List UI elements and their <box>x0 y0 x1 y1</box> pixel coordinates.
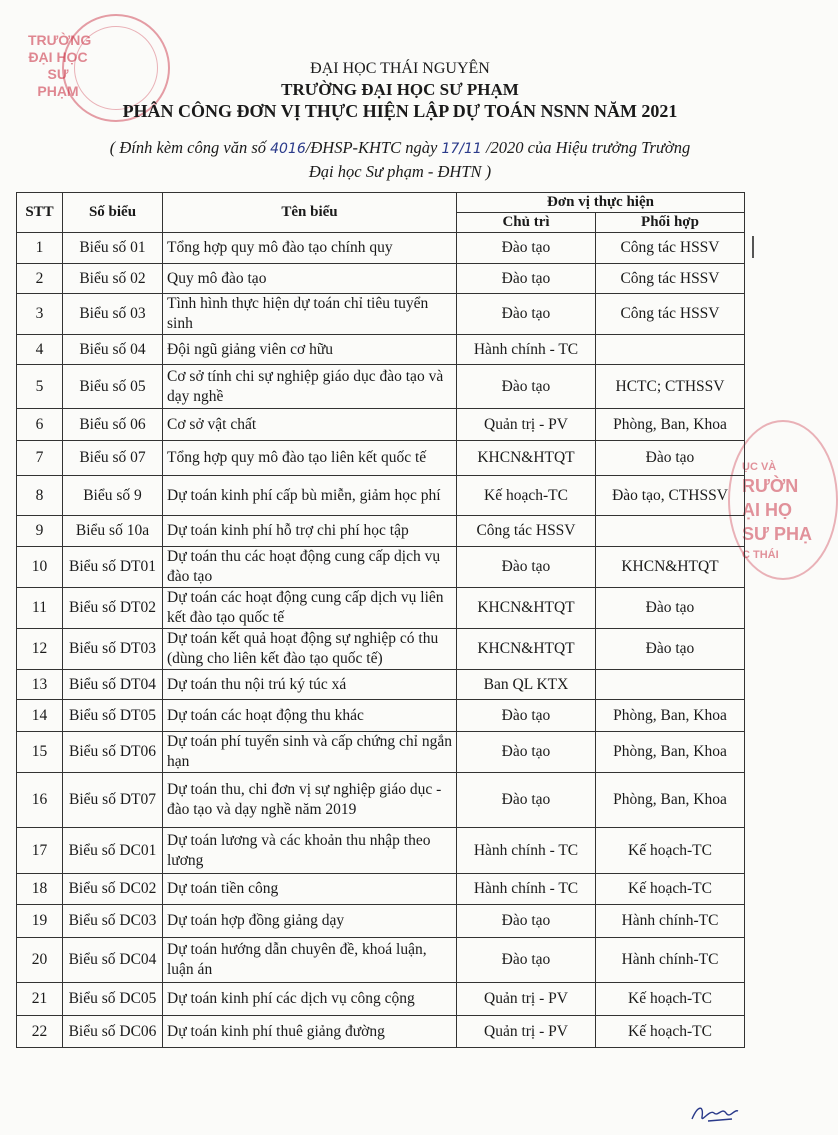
header-chu-tri: Chủ trì <box>457 213 596 233</box>
cell-so-bieu: Biểu số DT02 <box>63 588 163 629</box>
cell-chu-tri: Đào tạo <box>457 547 596 588</box>
handwritten-doc-date: 17/11 <box>441 141 482 157</box>
table-row <box>17 1016 745 1048</box>
cell-ten-bieu: Đội ngũ giảng viên cơ hữu <box>163 335 457 365</box>
cell-so-bieu: Biểu số 02 <box>63 264 163 294</box>
cell-phoi-hop: Công tác HSSV <box>596 294 745 335</box>
cell-ten-bieu: Dự toán thu các hoạt động cung cấp dịch vụ đào tạo <box>163 547 457 588</box>
cell-so-bieu: Biểu số DC04 <box>63 938 163 983</box>
cell-stt: 1 <box>17 233 63 264</box>
cell-stt: 16 <box>17 773 63 828</box>
cell-chu-tri: Quản trị - PV <box>457 409 596 441</box>
table-row <box>17 264 745 294</box>
subtitle-line-2: Đại học Sư phạm - ĐHTN ) <box>308 162 492 181</box>
cell-chu-tri: Đào tạo <box>457 732 596 773</box>
cell-ten-bieu: Dự toán tiền công <box>163 874 457 905</box>
cell-stt: 20 <box>17 938 63 983</box>
cell-chu-tri: Kế hoạch-TC <box>457 476 596 516</box>
cell-phoi-hop: Đào tạo, CTHSSV <box>596 476 745 516</box>
official-stamp-side-text <box>742 460 812 564</box>
cell-chu-tri: Đào tạo <box>457 294 596 335</box>
cell-ten-bieu: Dự toán kinh phí thuê giảng đường <box>163 1016 457 1048</box>
stamp-side-bottom: C THÁI <box>742 549 779 561</box>
table-row <box>17 335 745 365</box>
subtitle-suffix: /2020 của Hiệu trưởng Trường <box>485 138 691 157</box>
cell-chu-tri: Quản trị - PV <box>457 1016 596 1048</box>
cell-ten-bieu: Quy mô đào tạo <box>163 264 457 294</box>
subtitle-mid: /ĐHSP-KHTC ngày <box>305 138 438 157</box>
assignment-table <box>16 192 745 1048</box>
cell-phoi-hop <box>596 335 745 365</box>
cell-stt: 7 <box>17 441 63 476</box>
cell-chu-tri: Đào tạo <box>457 233 596 264</box>
table-header-row-1 <box>17 193 745 213</box>
cell-so-bieu: Biểu số 07 <box>63 441 163 476</box>
cell-so-bieu: Biểu số DC05 <box>63 983 163 1016</box>
table-row <box>17 905 745 938</box>
cell-phoi-hop: Phòng, Ban, Khoa <box>596 409 745 441</box>
cell-ten-bieu: Dự toán thu, chi đơn vị sự nghiệp giáo dục - đào tạo và dạy nghề năm 2019 <box>163 773 457 828</box>
cell-so-bieu: Biểu số DT03 <box>63 629 163 670</box>
cell-phoi-hop <box>596 670 745 700</box>
header-don-vi: Đơn vị thực hiện <box>457 193 745 213</box>
cell-chu-tri: Đào tạo <box>457 365 596 409</box>
cell-stt: 3 <box>17 294 63 335</box>
stamp-line-1: TRƯỜNG <box>28 32 92 48</box>
cell-phoi-hop: Đào tạo <box>596 441 745 476</box>
cell-ten-bieu: Dự toán các hoạt động thu khác <box>163 700 457 732</box>
cell-so-bieu: Biểu số 03 <box>63 294 163 335</box>
cell-stt: 19 <box>17 905 63 938</box>
cell-stt: 9 <box>17 516 63 547</box>
cell-ten-bieu: Dự toán kết quả hoạt động sự nghiệp có thu (dùng cho liên kết đào tạo quốc tế) <box>163 629 457 670</box>
cell-so-bieu: Biểu số DC03 <box>63 905 163 938</box>
cell-ten-bieu: Tổng hợp quy mô đào tạo chính quy <box>163 233 457 264</box>
cell-ten-bieu: Dự toán thu nội trú ký túc xá <box>163 670 457 700</box>
header-so-bieu: Số biểu <box>63 193 163 233</box>
cell-stt: 22 <box>17 1016 63 1048</box>
cell-phoi-hop: KHCN&HTQT <box>596 547 745 588</box>
cell-chu-tri: Quản trị - PV <box>457 983 596 1016</box>
cell-phoi-hop: Đào tạo <box>596 629 745 670</box>
stamp-side-line-2: ẠI HỌ <box>742 500 793 520</box>
table-row <box>17 294 745 335</box>
table-row <box>17 983 745 1016</box>
cell-ten-bieu: Tình hình thực hiện dự toán chỉ tiêu tuyển sinh <box>163 294 457 335</box>
cell-phoi-hop <box>596 516 745 547</box>
cell-ten-bieu: Dự toán phí tuyển sinh và cấp chứng chỉ ngắn hạn <box>163 732 457 773</box>
cell-so-bieu: Biểu số 01 <box>63 233 163 264</box>
cell-stt: 17 <box>17 828 63 874</box>
cell-stt: 6 <box>17 409 63 441</box>
cell-so-bieu: Biểu số DC02 <box>63 874 163 905</box>
cell-phoi-hop: Phòng, Ban, Khoa <box>596 732 745 773</box>
table-row <box>17 588 745 629</box>
cell-stt: 18 <box>17 874 63 905</box>
header-phoi-hop: Phối hợp <box>596 213 745 233</box>
cell-stt: 12 <box>17 629 63 670</box>
handwritten-doc-number: 4016 <box>270 141 306 157</box>
table-row <box>17 476 745 516</box>
document-title: PHÂN CÔNG ĐƠN VỊ THỰC HIỆN LẬP DỰ TOÁN NSNN NĂM 2021 <box>122 101 678 121</box>
cell-chu-tri: Ban QL KTX <box>457 670 596 700</box>
table-row <box>17 938 745 983</box>
cell-so-bieu: Biểu số 04 <box>63 335 163 365</box>
header-stt: STT <box>17 193 63 233</box>
cell-so-bieu: Biểu số 10a <box>63 516 163 547</box>
subtitle-prefix: ( Đính kèm công văn số <box>109 138 267 157</box>
cell-so-bieu: Biểu số DT01 <box>63 547 163 588</box>
cell-stt: 13 <box>17 670 63 700</box>
cell-stt: 14 <box>17 700 63 732</box>
cell-phoi-hop: Kế hoạch-TC <box>596 874 745 905</box>
cell-so-bieu: Biểu số DC06 <box>63 1016 163 1048</box>
stamp-side-top: ỤC VÀ <box>742 461 777 473</box>
table-row <box>17 732 745 773</box>
table-row <box>17 670 745 700</box>
stamp-line-2: ĐẠI HỌC <box>28 49 88 65</box>
subtitle-line-1 <box>0 138 800 158</box>
cell-phoi-hop: Kế hoạch-TC <box>596 983 745 1016</box>
cell-ten-bieu: Dự toán lương và các khoản thu nhập theo lương <box>163 828 457 874</box>
cell-so-bieu: Biểu số 9 <box>63 476 163 516</box>
header-ten-bieu: Tên biểu <box>163 193 457 233</box>
table-row <box>17 516 745 547</box>
handwritten-signature <box>688 1097 748 1127</box>
table-row <box>17 773 745 828</box>
school-name: TRƯỜNG ĐẠI HỌC SƯ PHẠM <box>281 80 519 99</box>
cell-so-bieu: Biểu số DT07 <box>63 773 163 828</box>
cell-chu-tri: Đào tạo <box>457 905 596 938</box>
cell-chu-tri: KHCN&HTQT <box>457 441 596 476</box>
cell-stt: 2 <box>17 264 63 294</box>
cell-phoi-hop: Công tác HSSV <box>596 233 745 264</box>
table-row <box>17 409 745 441</box>
cell-phoi-hop: Kế hoạch-TC <box>596 1016 745 1048</box>
table-row <box>17 828 745 874</box>
cell-ten-bieu: Dự toán kinh phí các dịch vụ công cộng <box>163 983 457 1016</box>
stamp-side-line-1: RƯỜN <box>742 476 799 496</box>
cell-so-bieu: Biểu số DT06 <box>63 732 163 773</box>
cell-phoi-hop: Đào tạo <box>596 588 745 629</box>
stamp-line-3: SƯ PHẠM <box>37 66 79 99</box>
table-row <box>17 700 745 732</box>
cell-so-bieu: Biểu số 05 <box>63 365 163 409</box>
cell-phoi-hop: HCTC; CTHSSV <box>596 365 745 409</box>
cell-ten-bieu: Dự toán hợp đồng giảng dạy <box>163 905 457 938</box>
table-row <box>17 365 745 409</box>
cell-stt: 21 <box>17 983 63 1016</box>
cell-so-bieu: Biểu số DT04 <box>63 670 163 700</box>
cell-chu-tri: KHCN&HTQT <box>457 588 596 629</box>
university-name: ĐẠI HỌC THÁI NGUYÊN <box>310 60 490 77</box>
table-body <box>17 233 745 1048</box>
cell-stt: 5 <box>17 365 63 409</box>
table-row <box>17 547 745 588</box>
cell-ten-bieu: Dự toán hướng dẫn chuyên đề, khoá luận, luận án <box>163 938 457 983</box>
cell-stt: 8 <box>17 476 63 516</box>
table-row <box>17 874 745 905</box>
cell-chu-tri: Đào tạo <box>457 264 596 294</box>
cell-ten-bieu: Cơ sở tính chi sự nghiệp giáo dục đào tạo và dạy nghề <box>163 365 457 409</box>
cell-phoi-hop: Công tác HSSV <box>596 264 745 294</box>
cell-ten-bieu: Tổng hợp quy mô đào tạo liên kết quốc tế <box>163 441 457 476</box>
cell-phoi-hop: Phòng, Ban, Khoa <box>596 700 745 732</box>
cell-chu-tri: Đào tạo <box>457 700 596 732</box>
cell-chu-tri: Hành chính - TC <box>457 874 596 905</box>
cell-stt: 15 <box>17 732 63 773</box>
table-row <box>17 233 745 264</box>
cell-chu-tri: KHCN&HTQT <box>457 629 596 670</box>
cell-so-bieu: Biểu số 06 <box>63 409 163 441</box>
cell-phoi-hop: Hành chính-TC <box>596 938 745 983</box>
cell-stt: 4 <box>17 335 63 365</box>
cell-ten-bieu: Cơ sở vật chất <box>163 409 457 441</box>
cell-chu-tri: Đào tạo <box>457 938 596 983</box>
cell-ten-bieu: Dự toán các hoạt động cung cấp dịch vụ liên kết đào tạo quốc tế <box>163 588 457 629</box>
table-row <box>17 629 745 670</box>
cell-ten-bieu: Dự toán kinh phí hỗ trợ chi phí học tập <box>163 516 457 547</box>
table-row <box>17 441 745 476</box>
cell-so-bieu: Biểu số DC01 <box>63 828 163 874</box>
cell-phoi-hop: Kế hoạch-TC <box>596 828 745 874</box>
cell-chu-tri: Đào tạo <box>457 773 596 828</box>
stamp-side-line-3: SƯ PHẠ <box>742 524 812 544</box>
cell-ten-bieu: Dự toán kinh phí cấp bù miễn, giảm học phí <box>163 476 457 516</box>
cell-so-bieu: Biểu số DT05 <box>63 700 163 732</box>
cell-phoi-hop: Hành chính-TC <box>596 905 745 938</box>
margin-mark <box>752 236 754 258</box>
cell-stt: 11 <box>17 588 63 629</box>
cell-chu-tri: Hành chính - TC <box>457 828 596 874</box>
cell-phoi-hop: Phòng, Ban, Khoa <box>596 773 745 828</box>
cell-chu-tri: Hành chính - TC <box>457 335 596 365</box>
cell-chu-tri: Công tác HSSV <box>457 516 596 547</box>
cell-stt: 10 <box>17 547 63 588</box>
